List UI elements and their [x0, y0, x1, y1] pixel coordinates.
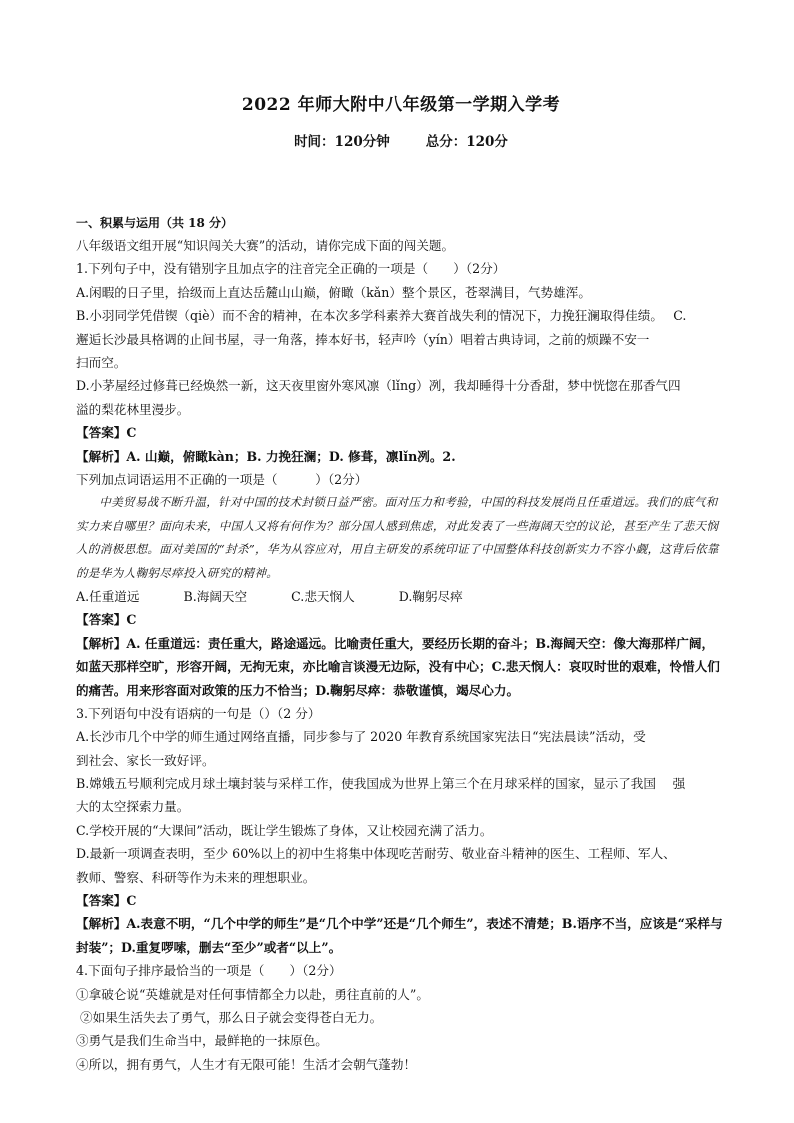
q2-options: [76, 585, 726, 608]
q1-answer: 【答案】C: [76, 425, 137, 441]
q4-sentence-1: ①拿破仑说“英雄就是对任何事情都全力以赴，勇往直前的人”。: [76, 986, 429, 1002]
exam-body: [76, 212, 726, 1076]
q2-option-a: A.任重道远: [76, 588, 140, 604]
section-heading: 一、积累与运用（共 18 分）: [76, 216, 234, 230]
exam-title: 2022 年师大附中八年级第一学期入学考: [241, 95, 561, 115]
q1-analysis: 【解析】A. 山巅，俯瞰kàn；B. 力挽狂澜；D. 修葺，凛lǐn冽。2.: [76, 448, 456, 464]
q1-option-c-line1: 邂逅长沙最具格调的止间书屋，寻一角落，捧本好书，轻声吟（yín）唱着古典诗词，之前的烦躁不安一: [76, 331, 650, 347]
q2-option-c: C.悲天悯人: [291, 588, 355, 604]
q1-option-b: B.小羽同学凭借锲（qiè）而不舍的精神，在本次多学科素养大赛首战失利的情况下，力挽狂澜取得佳绩。 C.: [76, 308, 687, 324]
section-intro: 八年级语文组开展“知识闯关大赛”的活动，请你完成下面的闯关题。: [76, 238, 455, 253]
q2-passage: 中美贸易战不断升温，针对中国的技术封锁日益严密。面对压力和考验，中国的科技发展尚且任重道远。我们的底气和实力来自哪里？面向未来，中国人又将有何作为？部分国人感到焦虑，对此发表了一些海阔天空的议论，甚至产生了悲天悯人的消极思想。面对美国的“封杀”，华为从容应对，用自主研发的系统印证了中国整体科技创新实力不容小觑，这背后依靠的是华为人鞠躬尽瘁投入研究的精神。: [76, 495, 719, 580]
q3-answer: 【答案】C: [76, 893, 137, 909]
exam-subtitle: [76, 130, 726, 150]
q3-option-b-line2: 大的太空探索力量。: [76, 799, 190, 815]
q2-option-d: D.鞠躬尽瘁: [398, 588, 463, 604]
q3-option-c: C.学校开展的“大课间”活动，既让学生锻炼了身体，又让校园充满了活力。: [76, 822, 493, 838]
q3-option-d-line1: D.最新一项调查表明，至少 60%以上的初中生将集中体现吃苦耐劳、敬业奋斗精神的医生、工程师、军人、: [76, 846, 676, 862]
q1-option-a: A.闲暇的日子里，拾级而上直达岳麓山山巅，俯瞰（kǎn）整个景区，苍翠满目，气势雄浑。: [76, 284, 591, 300]
q4-sentence-4: ④所以，拥有勇气，人生才有无限可能！生活才会朝气蓬勃！: [76, 1056, 417, 1072]
exam-time: 时间：120分钟: [294, 134, 390, 150]
q2-stem: 下列加点词语运用不正确的一项是（ ）（2分）: [76, 471, 368, 487]
q4-sentence-3: ③勇气是我们生命当中，最鲜艳的一抹原色。: [76, 1033, 328, 1049]
q4-sentence-2: ②如果生活失去了勇气，那么日子就会变得苍白无力。: [80, 1010, 383, 1026]
exam-score: 总分：120分: [425, 134, 508, 150]
q1-option-d-line2: 溢的梨花林里漫步。: [76, 401, 190, 417]
q4-stem: 4.下面句子排序最恰当的一项是（ ）（2分）: [76, 963, 342, 979]
q1-stem: 1.下列句子中，没有错别字且加点字的注音完全正确的一项是（ ）（2分）: [76, 261, 506, 277]
q3-option-d-line2: 教师、警察、科研等作为未来的理想职业。: [76, 869, 316, 885]
q2-answer: 【答案】C: [76, 612, 137, 628]
q3-option-b-line1: B.嫦娥五号顺利完成月球土壤封装与采样工作，使我国成为世界上第三个在月球采样的国家，显示了我国 强: [76, 776, 686, 792]
q1-option-c-line2: 扫而空。: [76, 354, 127, 370]
q3-option-a-line1: A.长沙市几个中学的师生通过网络直播，同步参与了 2020 年教育系统国家宪法日“宪法晨读”活动，受: [76, 729, 646, 745]
q1-option-d-line1: D.小茅屋经过修葺已经焕然一新，这天夜里窗外寒风凛（lǐng）冽，我却睡得十分香甜，梦中恍惚在那香气四: [76, 378, 681, 394]
q3-option-a-line2: 到社会、家长一致好评。: [76, 752, 215, 768]
q2-analysis: 【解析】A. 任重道远：责任重大，路途遥远。比喻责任重大，要经历长期的奋斗；B.海阔天空：像大海那样广阔，如蓝天那样空旷，形容开阔，无拘无束，亦比喻言谈漫无边际，没有中心；C.悲天悯人：哀叹时世的艰难，怜惜人们的痛苦。用来形容面对政策的压力不恰当；D.鞠躬尽瘁：恭敬谨慎，竭尽心力。: [76, 635, 720, 698]
q3-analysis: 【解析】A.表意不明，“几个中学的师生”是“几个中学”还是“几个师生”，表述不清楚；B.语序不当，应该是“采样与封装”；D.重复啰嗦，删去“至少”或者“以上”。: [76, 916, 723, 955]
q2-option-b: B.海阔天空: [183, 588, 248, 604]
q3-stem: 3.下列语句中没有语病的一句是（）（2 分）: [76, 705, 321, 721]
